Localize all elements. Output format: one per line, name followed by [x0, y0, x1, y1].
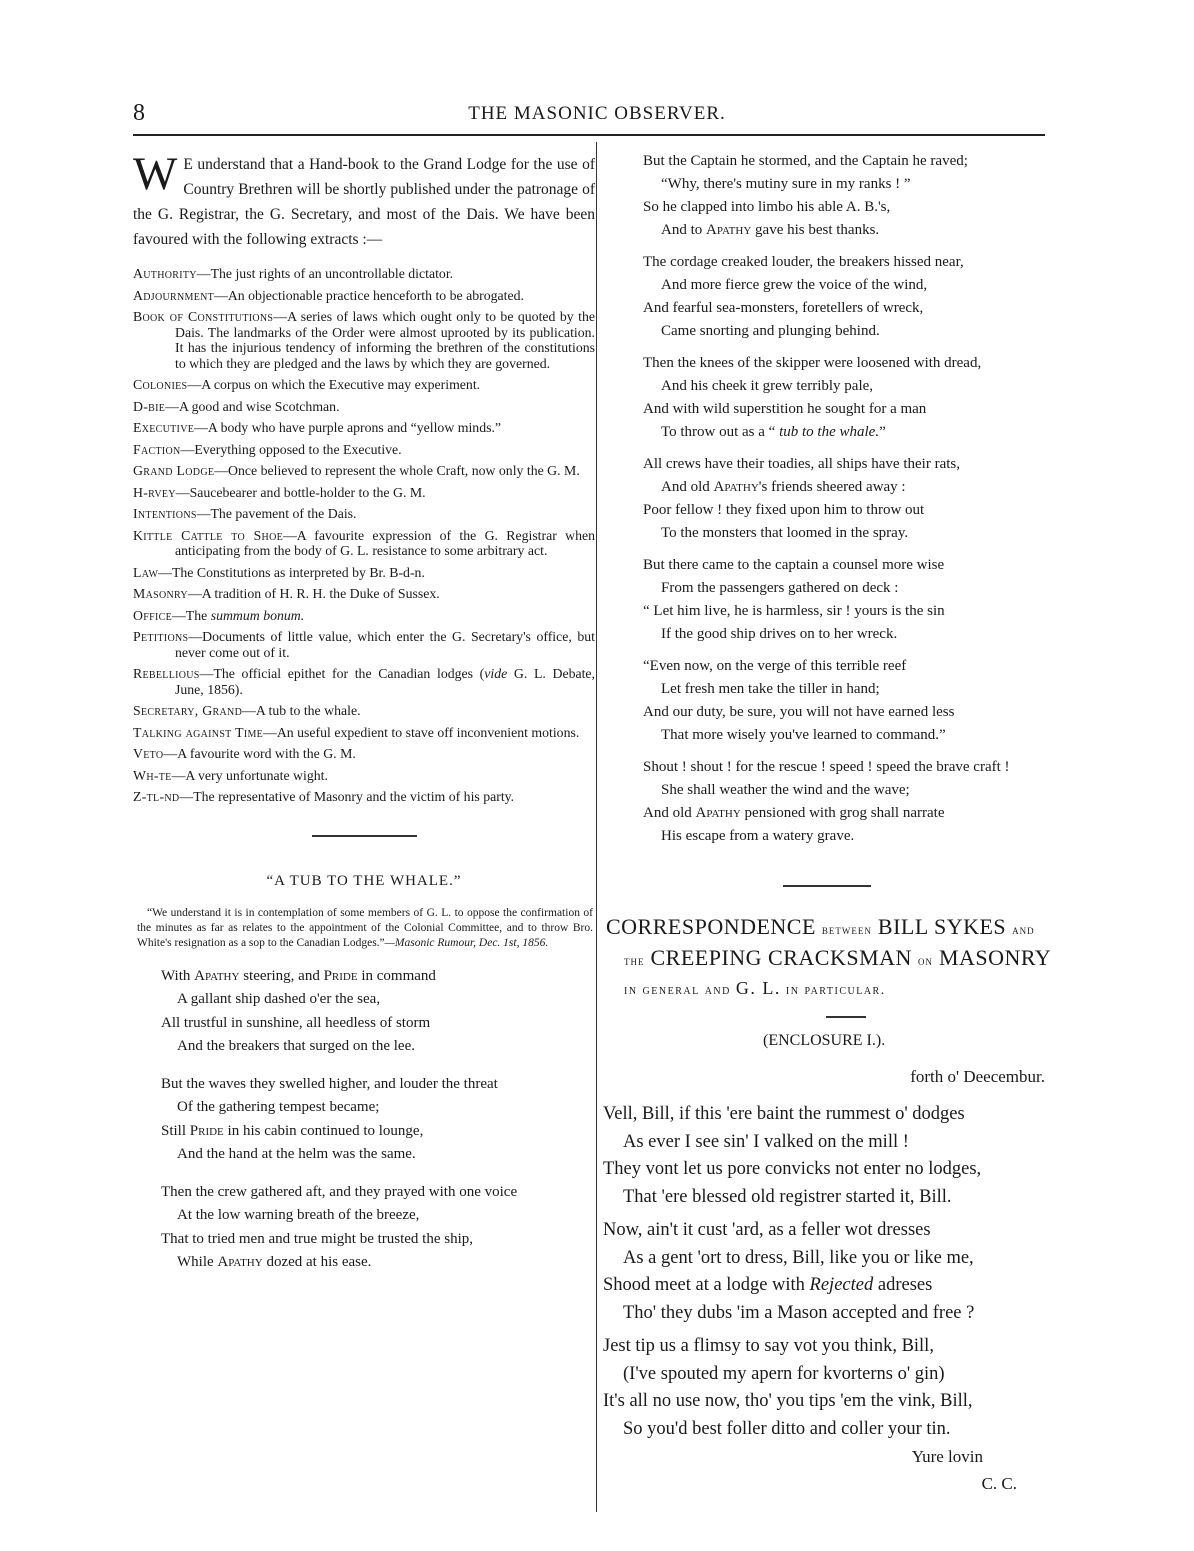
glossary-entry: Rebellious—The official epithet for the Canadian lodges (vide G. L. Debate, June, 1856).: [133, 666, 595, 697]
glossary-term: Executive: [133, 420, 195, 435]
letter-line: Tho' they dubs 'im a Mason accepted and free ?: [623, 1302, 975, 1323]
intro-text: E understand that a Hand-book to the Grand Lodge for the use of Country Brethren will be shortly published under the patronage of the G. Registrar, the G. Secretary, and most of the Dais. We have been favoured with the following extracts :—: [133, 156, 595, 248]
glossary-entry: Colonies—A corpus on which the Executive may experiment.: [133, 377, 481, 392]
section-rule: [783, 885, 871, 887]
poem-stanza: [161, 1073, 595, 1167]
poem-stanza: [639, 554, 1073, 646]
glossary-entry: Z-tl-nd—The representative of Masonry and the victim of his party.: [133, 789, 515, 804]
poem-line: And to Apathy gave his best thanks.: [661, 222, 880, 238]
poem-left: [161, 965, 595, 1275]
signature-initials: C. C.: [981, 1474, 1017, 1493]
epigraph-text: “We understand it is in contemplation of some members of G. L. to oppose the confirmation of the minutes as far as relates to the appointment of the Colonial Committee, and to throw Bro. White's resignation as a sop to the Canadian Lodges.”: [137, 906, 593, 949]
poem-line: And with wild superstition he sought for a man: [643, 401, 927, 417]
poem-line: Of the gathering tempest became;: [177, 1099, 380, 1115]
right-column: [603, 150, 1073, 1497]
poem-line: All crews have their toadies, all ships have their rats,: [643, 456, 960, 472]
glossary-entry: Veto—A favourite word with the G. M.: [133, 746, 356, 761]
glossary-term: Veto: [133, 746, 164, 761]
glossary-entry: Office—The summum bonum.: [133, 607, 305, 623]
heading-word: CREEPING CRACKSMAN: [650, 945, 912, 970]
poem-line: And old Apathy's friends sheered away :: [661, 479, 906, 495]
signature-closing: Yure lovin: [911, 1447, 983, 1466]
glossary-term: Law: [133, 564, 159, 580]
glossary-term: H-rvey: [133, 484, 176, 500]
poem-stanza: [639, 352, 1073, 444]
epigraph-source: —Masonic Rumour, Dec. 1st, 1856.: [384, 936, 549, 949]
glossary-entry: Law—The Constitutions as interpreted by Br. B-d-n.: [133, 564, 425, 580]
poem-line: To throw out as a “ tub to the whale.”: [661, 424, 886, 440]
section-rule: [312, 835, 417, 837]
poem-line: But the Captain he stormed, and the Captain he raved;: [643, 153, 968, 169]
glossary-term: Rebellious: [133, 666, 200, 681]
heading-line-3: [606, 975, 1073, 1004]
glossary-term: Authority: [133, 266, 197, 281]
intro-paragraph: [133, 148, 595, 252]
poem-line: A gallant ship dashed o'er the sea,: [177, 991, 381, 1007]
left-column: [133, 148, 595, 1275]
letter-verse: [603, 1101, 1073, 1443]
poem-stanza: [161, 1181, 595, 1275]
correspondence-heading: [606, 913, 1073, 1004]
glossary-term: Book of Constitutions: [133, 309, 274, 324]
glossary-entry: Grand Lodge—Once believed to represent the whole Craft, now only the G. M.: [133, 463, 580, 478]
glossary-term: Z-tl-nd: [133, 789, 180, 804]
poem-line: To the monsters that loomed in the spray.: [661, 525, 909, 541]
poem-line: And old Apathy pensioned with grog shall narrate: [643, 805, 945, 821]
glossary-term: Masonry: [133, 586, 188, 601]
heading-word: BILL SYKES: [877, 914, 1007, 939]
glossary-term: Colonies: [133, 377, 188, 392]
glossary-term: D-bie: [133, 398, 166, 414]
poem-line: “ Let him live, he is harmless, sir ! yours is the sin: [643, 603, 945, 619]
letter-line: Shood meet at a lodge with Rejected adreses: [603, 1275, 933, 1295]
poem-line: She shall weather the wind and the wave;: [661, 782, 910, 798]
letter-line: Jest tip us a flimsy to say vot you think, Bill,: [603, 1336, 934, 1356]
glossary-term: Grand Lodge: [133, 463, 215, 478]
poem-stanza: [639, 251, 1073, 343]
poem-line: Shout ! shout ! for the rescue ! speed ! speed the brave craft !: [643, 759, 1010, 775]
heading-word: CORRESPONDENCE: [606, 914, 816, 939]
glossary-entry: H-rvey—Saucebearer and bottle-holder to the G. M.: [133, 484, 426, 500]
poem-line: All trustful in sunshine, all heedless of storm: [161, 1014, 431, 1031]
heading-word: on: [917, 953, 933, 968]
poem-line: And fearful sea-monsters, foretellers of wreck,: [643, 300, 924, 316]
poem-line: And the breakers that surged on the lee.: [177, 1038, 415, 1054]
letter-stanza: [603, 1101, 1073, 1211]
glossary-entry: D-bie—A good and wise Scotchman.: [133, 398, 340, 414]
glossary-entry: Petitions—Documents of little value, which enter the G. Secretary's office, but never come out of it.: [133, 629, 595, 660]
poem-line: “Even now, on the verge of this terrible reef: [643, 658, 907, 674]
glossary-entry: Authority—The just rights of an uncontrollable dictator.: [133, 266, 454, 281]
poem-right: [639, 150, 1073, 848]
poem-line: That to tried men and true might be trusted the ship,: [161, 1230, 474, 1247]
poem-line: Then the knees of the skipper were loosened with dread,: [643, 355, 982, 371]
glossary-entry: Kittle Cattle to Shoe—A favourite expression of the G. Registrar when anticipating from the body of G. L. resistance to some arbitrary act.: [133, 527, 595, 558]
glossary-entry: Book of Constitutions—A series of laws which ought only to be quoted by the Dais. The landmarks of the Order were almost uprooted by its publication. It has the injurious tendency of informing the brethren of the constitutions to which they are pledged and the laws by which they are governed.: [133, 309, 595, 371]
heading-line-1: [606, 913, 1073, 944]
glossary-term: Secretary, Grand: [133, 703, 243, 718]
glossary-term: Talking against Time: [133, 724, 264, 740]
letter-line: Vell, Bill, if this 'ere baint the rummest o' dodges: [603, 1104, 965, 1124]
letter-line: That 'ere blessed old registrer started it, Bill.: [623, 1186, 952, 1207]
letter-line: Now, ain't it cust 'ard, as a feller wot dresses: [603, 1220, 931, 1240]
glossary-entry: Wh-te—A very unfortunate wight.: [133, 767, 328, 783]
enclosure-label: (ENCLOSURE I.).: [763, 1032, 886, 1049]
glossary-term: Wh-te: [133, 767, 172, 783]
letter-line: As ever I see sin' I valked on the mill !: [623, 1131, 909, 1152]
poem-stanza: [639, 150, 1073, 242]
drop-cap: W: [133, 148, 178, 200]
poem-stanza: [639, 453, 1073, 545]
glossary-term: Petitions: [133, 629, 189, 644]
heading-word: and: [1012, 922, 1035, 937]
heading-word: in particular.: [785, 983, 886, 998]
epigraph-quote: [137, 906, 593, 951]
page-number: 8: [133, 100, 145, 126]
poem-stanza: [639, 655, 1073, 747]
column-divider: [596, 142, 597, 1512]
letter-line: As a gent 'ort to dress, Bill, like you or like me,: [623, 1247, 974, 1268]
poem-stanza: [161, 965, 595, 1059]
poem-line: From the passengers gathered on deck :: [661, 580, 899, 596]
dateline: forth o' Deecembur.: [910, 1067, 1045, 1086]
poem-line: The cordage creaked louder, the breakers hissed near,: [643, 254, 964, 270]
glossary: [133, 266, 595, 805]
glossary-entry: Executive—A body who have purple aprons and “yellow minds.”: [133, 420, 502, 435]
poem-line: But the waves they swelled higher, and louder the threat: [161, 1075, 498, 1092]
poem-title: “A TUB TO THE WHALE.”: [266, 872, 462, 889]
poem-line: Let fresh men take the tiller in hand;: [661, 681, 880, 697]
poem-line: Came snorting and plunging behind.: [661, 323, 880, 339]
glossary-entry: Faction—Everything opposed to the Executive.: [133, 441, 402, 457]
heading-word: between: [821, 922, 872, 937]
header-rule: [133, 134, 1045, 136]
poem-line: “Why, there's mutiny sure in my ranks ! ”: [661, 176, 911, 192]
glossary-term: Faction: [133, 441, 181, 457]
poem-line: And our duty, be sure, you will not have earned less: [643, 704, 955, 720]
glossary-entry: Adjournment—An objectionable practice henceforth to be abrogated.: [133, 287, 524, 303]
poem-line: Poor fellow ! they fixed upon him to throw out: [643, 502, 925, 518]
glossary-entry: Masonry—A tradition of H. R. H. the Duke of Sussex.: [133, 586, 440, 601]
glossary-term: Adjournment: [133, 287, 215, 303]
running-title: THE MASONIC OBSERVER.: [468, 103, 726, 124]
heading-word: G. L.: [735, 978, 781, 998]
section-rule: [826, 1016, 866, 1018]
poem-line: And more fierce grew the voice of the wind,: [661, 277, 928, 293]
glossary-term: Intentions: [133, 506, 197, 521]
glossary-entry: Talking against Time—An useful expedient to stave off inconvenient motions.: [133, 724, 580, 740]
letter-stanza: [603, 1333, 1073, 1443]
poem-line: If the good ship drives on to her wreck.: [661, 626, 898, 642]
poem-line: So he clapped into limbo his able A. B.'s,: [643, 199, 891, 215]
heading-word: in general and: [624, 983, 731, 998]
poem-line: Still Pride in his cabin continued to lounge,: [161, 1122, 424, 1139]
poem-line: At the low warning breath of the breeze,: [177, 1207, 420, 1223]
heading-word: the: [624, 953, 645, 968]
poem-line: While Apathy dozed at his ease.: [177, 1254, 372, 1270]
poem-line: His escape from a watery grave.: [661, 828, 855, 844]
heading-line-2: [606, 944, 1073, 975]
poem-line: But there came to the captain a counsel more wise: [643, 557, 945, 573]
glossary-entry: Secretary, Grand—A tub to the whale.: [133, 703, 361, 718]
glossary-term: Kittle Cattle to Shoe: [133, 527, 283, 543]
letter-line: (I've spouted my apern for kvorterns o' gin): [623, 1363, 945, 1384]
poem-line: And the hand at the helm was the same.: [177, 1146, 416, 1162]
poem-line: With Apathy steering, and Pride in command: [161, 967, 436, 984]
poem-line: And his cheek it grew terribly pale,: [661, 378, 874, 394]
letter-line: It's all no use now, tho' you tips 'em the vink, Bill,: [603, 1391, 973, 1411]
glossary-term: Office: [133, 607, 172, 623]
letter-line: They vont let us pore convicks not enter no lodges,: [603, 1159, 982, 1179]
poem-stanza: [639, 756, 1073, 848]
letter-stanza: [603, 1217, 1073, 1327]
poem-line: Then the crew gathered aft, and they prayed with one voice: [161, 1183, 518, 1200]
poem-line: That more wisely you've learned to command.”: [661, 727, 946, 743]
letter-line: So you'd best foller ditto and coller your tin.: [623, 1418, 951, 1439]
glossary-entry: Intentions—The pavement of the Dais.: [133, 506, 357, 521]
heading-word: MASONRY: [938, 945, 1052, 970]
